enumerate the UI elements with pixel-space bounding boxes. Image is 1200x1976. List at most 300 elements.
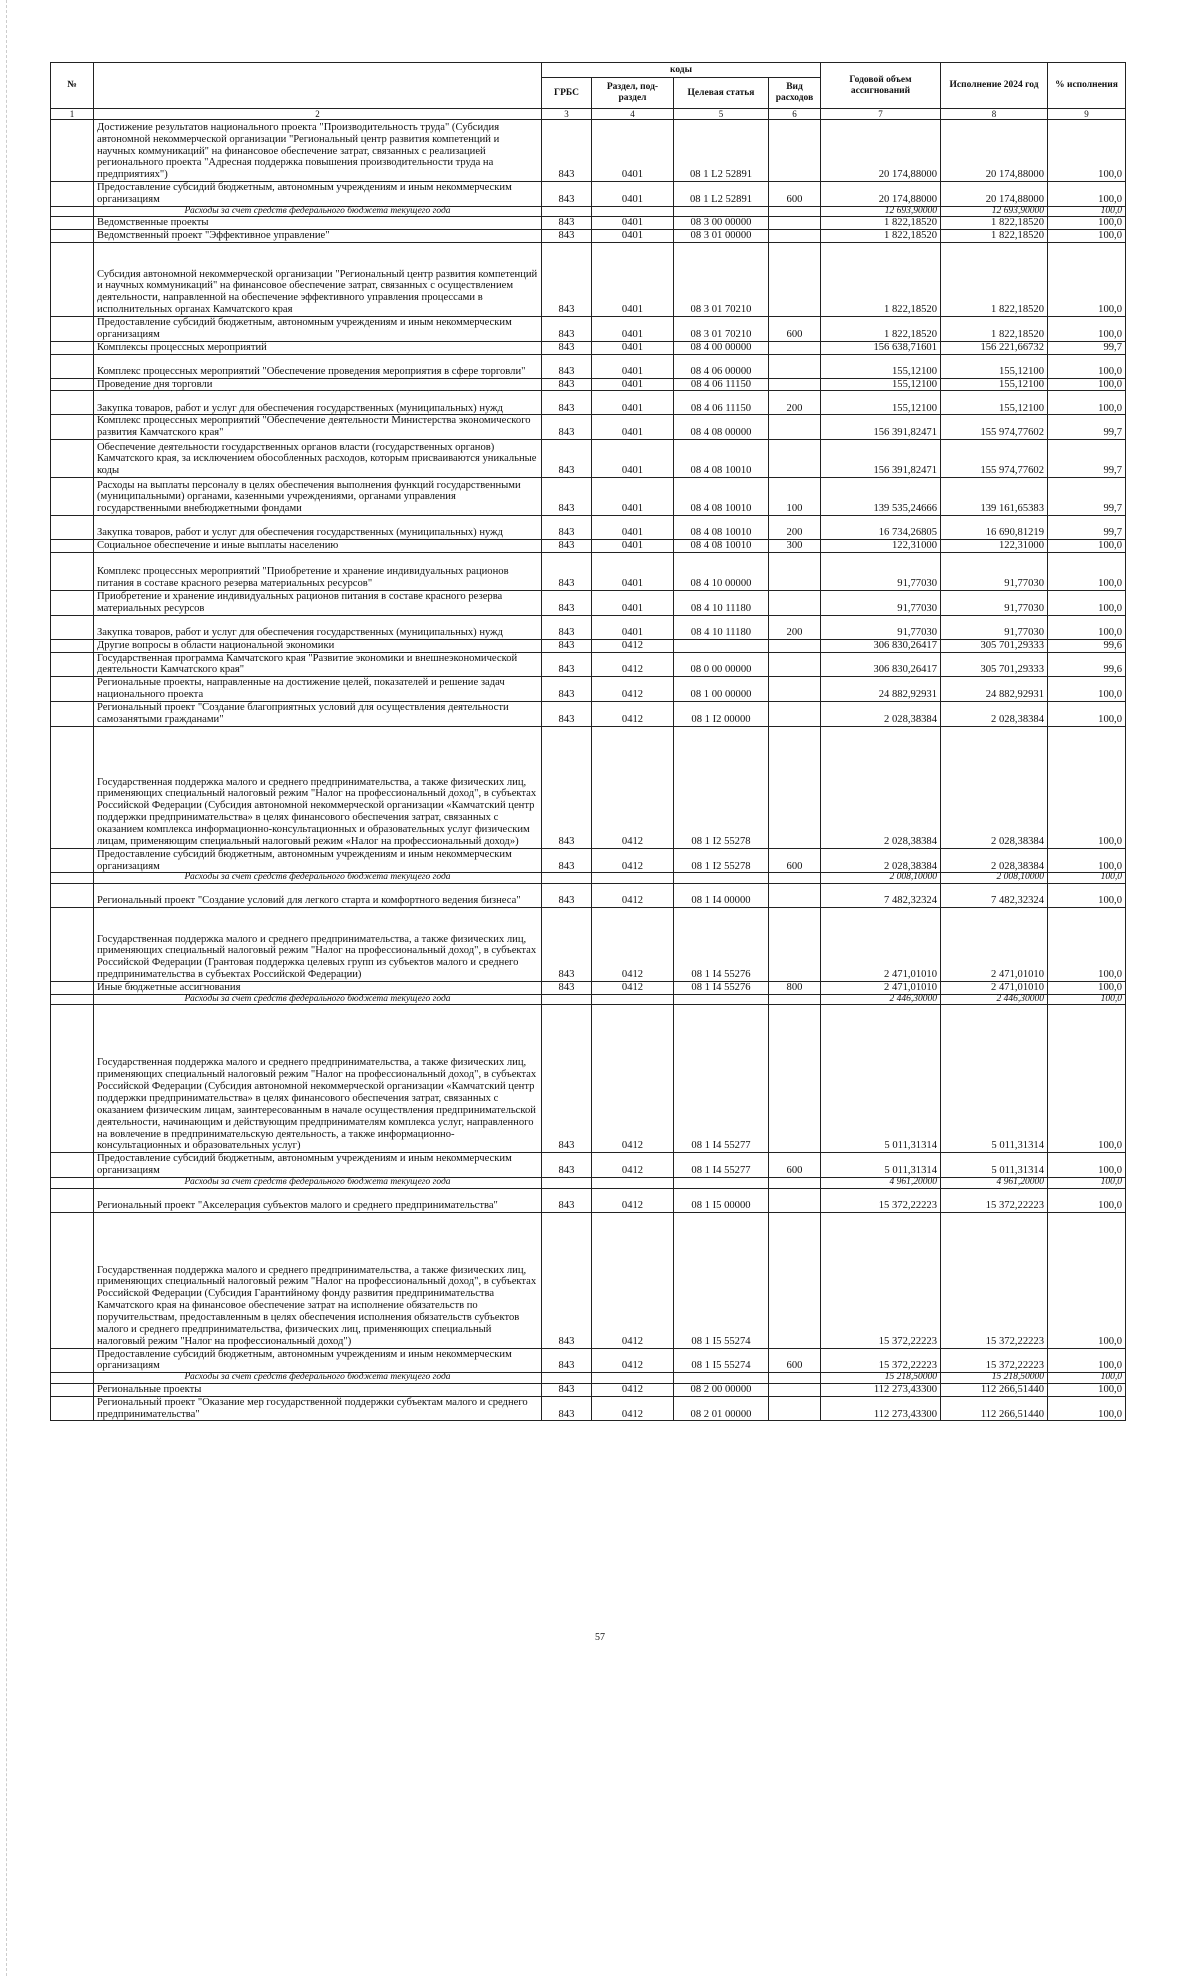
cell-name: Государственная программа Камчатского края "Развитие экономики и внешнеэкономической деятельности Камчатского края" xyxy=(94,652,542,677)
cell-vr xyxy=(769,415,821,440)
cell-grbs: 843 xyxy=(542,702,592,727)
cell-name: Предоставление субсидий бюджетным, автономным учреждениям и иным некоммерческим организациям xyxy=(94,317,542,342)
cell-pct: 99,7 xyxy=(1048,478,1126,516)
table-row xyxy=(51,230,1126,243)
cell-vr xyxy=(769,907,821,981)
cell-fact: 155,12100 xyxy=(941,378,1048,391)
cell-vr xyxy=(769,243,821,317)
cell-no xyxy=(51,907,94,981)
cell-fact: 15 372,22223 xyxy=(941,1348,1048,1373)
cell-pct: 100,0 xyxy=(1048,981,1126,994)
cell-pct: 100,0 xyxy=(1048,378,1126,391)
cell-pct: 100,0 xyxy=(1048,217,1126,230)
cell-name: Социальное обеспечение и иные выплаты населению xyxy=(94,540,542,553)
cell-plan: 156 391,82471 xyxy=(821,440,941,478)
cell-grbs: 843 xyxy=(542,378,592,391)
cell-vr: 600 xyxy=(769,848,821,873)
cell-pct: 100,0 xyxy=(1048,677,1126,702)
cell-name: Другие вопросы в области национальной экономики xyxy=(94,639,542,652)
cell-no xyxy=(51,1396,94,1421)
cell-grbs: 843 xyxy=(542,726,592,848)
cell-grbs: 843 xyxy=(542,478,592,516)
cell-pct: 100,0 xyxy=(1048,391,1126,415)
cell-grbs: 843 xyxy=(542,1348,592,1373)
cell-fact: 1 822,18520 xyxy=(941,317,1048,342)
federal-subtotal-row xyxy=(51,206,1126,217)
cell-pct: 100,0 xyxy=(1048,540,1126,553)
cell-name: Государственная поддержка малого и среднего предпринимательства, а также физических лиц, применяющих специальный налоговый режим "Налог на профессиональный доход", в субъектах Российской Федерации (Субсидия автономной некоммерческой организации «Камчатский центр поддержки предпринимательства» в целях финансового обеспечения затрат, связанных с оказанием комплекса информационно-консультационных и образовательных услуг физическим лицам, применяющим специальный налоговый режим «Налог на профессиональный доход») xyxy=(94,726,542,848)
cell-vr xyxy=(769,702,821,727)
cell-no xyxy=(51,317,94,342)
cell-pct: 100,0 xyxy=(1048,883,1126,907)
table-row xyxy=(51,652,1126,677)
cell-csr: 08 1 L2 52891 xyxy=(674,120,769,182)
cell-pct: 99,7 xyxy=(1048,341,1126,354)
cell-plan: 20 174,88000 xyxy=(821,182,941,207)
cell-csr: 08 4 08 10010 xyxy=(674,516,769,540)
cell-vr xyxy=(769,677,821,702)
col-header-razdel: Раздел, под-раздел xyxy=(592,78,674,109)
cell-name: Расходы за счет средств федерального бюджета текущего года xyxy=(94,873,542,884)
cell-fact: 112 266,51440 xyxy=(941,1383,1048,1396)
cell-plan: 156 391,82471 xyxy=(821,415,941,440)
cell-fact: 91,77030 xyxy=(941,615,1048,639)
cell-vr: 600 xyxy=(769,182,821,207)
table-row xyxy=(51,354,1126,378)
budget-execution-table xyxy=(50,62,1126,1421)
cell-csr xyxy=(674,994,769,1005)
cell-pct: 99,6 xyxy=(1048,652,1126,677)
cell-vr xyxy=(769,873,821,884)
cell-razdel: 0412 xyxy=(592,1396,674,1421)
cell-plan: 2 008,10000 xyxy=(821,873,941,884)
cell-fact: 122,31000 xyxy=(941,540,1048,553)
cell-fact: 2 028,38384 xyxy=(941,848,1048,873)
cell-razdel: 0412 xyxy=(592,907,674,981)
cell-razdel: 0401 xyxy=(592,243,674,317)
cell-plan: 1 822,18520 xyxy=(821,217,941,230)
col-header-grbs: ГРБС xyxy=(542,78,592,109)
cell-pct: 100,0 xyxy=(1048,182,1126,207)
cell-grbs: 843 xyxy=(542,677,592,702)
cell-name: Предоставление субсидий бюджетным, автономным учреждениям и иным некоммерческим организациям xyxy=(94,1153,542,1178)
cell-no xyxy=(51,182,94,207)
cell-razdel: 0401 xyxy=(592,217,674,230)
cell-name: Субсидия автономной некоммерческой организации "Региональный центр развития компетенций и научных коммуникаций" на финансовое обеспечение затрат, связанных с осуществлением деятельности, направленной на обеспечение эффективного управления процессами в исполнительных органах Камчатского края xyxy=(94,243,542,317)
cell-no xyxy=(51,217,94,230)
cell-grbs: 843 xyxy=(542,883,592,907)
cell-razdel: 0412 xyxy=(592,1212,674,1348)
cell-fact: 2 028,38384 xyxy=(941,726,1048,848)
cell-vr: 600 xyxy=(769,1153,821,1178)
cell-no xyxy=(51,848,94,873)
table-row xyxy=(51,341,1126,354)
cell-csr: 08 0 00 00000 xyxy=(674,652,769,677)
cell-grbs: 843 xyxy=(542,981,592,994)
cell-razdel: 0412 xyxy=(592,1153,674,1178)
cell-pct: 100,0 xyxy=(1048,1373,1126,1384)
cell-name: Предоставление субсидий бюджетным, автономным учреждениям и иным некоммерческим организациям xyxy=(94,848,542,873)
cell-plan: 156 638,71601 xyxy=(821,341,941,354)
cell-pct: 99,7 xyxy=(1048,440,1126,478)
cell-plan: 5 011,31314 xyxy=(821,1005,941,1153)
cell-no xyxy=(51,1178,94,1189)
cell-vr xyxy=(769,994,821,1005)
cell-razdel: 0412 xyxy=(592,702,674,727)
cell-pct: 100,0 xyxy=(1048,1212,1126,1348)
cell-vr xyxy=(769,652,821,677)
cell-csr xyxy=(674,206,769,217)
cell-plan: 20 174,88000 xyxy=(821,120,941,182)
cell-no xyxy=(51,652,94,677)
cell-plan: 122,31000 xyxy=(821,540,941,553)
cell-vr xyxy=(769,553,821,591)
cell-csr: 08 4 06 11150 xyxy=(674,378,769,391)
cell-csr: 08 3 01 00000 xyxy=(674,230,769,243)
cell-razdel xyxy=(592,873,674,884)
cell-grbs: 843 xyxy=(542,639,592,652)
cell-vr: 200 xyxy=(769,615,821,639)
cell-fact: 1 822,18520 xyxy=(941,230,1048,243)
cell-razdel: 0401 xyxy=(592,440,674,478)
cell-razdel xyxy=(592,994,674,1005)
cell-razdel: 0401 xyxy=(592,553,674,591)
table-row xyxy=(51,677,1126,702)
federal-subtotal-row xyxy=(51,1373,1126,1384)
table-row xyxy=(51,1153,1126,1178)
col-number: 6 xyxy=(769,109,821,120)
cell-name: Закупка товаров, работ и услуг для обеспечения государственных (муниципальных) нужд xyxy=(94,516,542,540)
table-row xyxy=(51,591,1126,616)
col-header-vr: Вид расходов xyxy=(769,78,821,109)
col-number: 5 xyxy=(674,109,769,120)
table-row xyxy=(51,702,1126,727)
cell-no xyxy=(51,1212,94,1348)
cell-pct: 100,0 xyxy=(1048,1153,1126,1178)
cell-plan: 91,77030 xyxy=(821,615,941,639)
table-row xyxy=(51,726,1126,848)
federal-subtotal-row xyxy=(51,1178,1126,1189)
cell-razdel xyxy=(592,1178,674,1189)
cell-no xyxy=(51,516,94,540)
cell-no xyxy=(51,883,94,907)
cell-razdel: 0401 xyxy=(592,540,674,553)
cell-fact: 24 882,92931 xyxy=(941,677,1048,702)
cell-csr: 08 4 08 10010 xyxy=(674,440,769,478)
report-page xyxy=(50,62,1125,1421)
col-header-plan: Годовой объем ассигнований xyxy=(821,63,941,109)
table-row xyxy=(51,120,1126,182)
cell-name: Комплекс процессных мероприятий "Обеспечение деятельности Министерства экономического развития Камчатского края" xyxy=(94,415,542,440)
table-row xyxy=(51,553,1126,591)
cell-razdel: 0401 xyxy=(592,591,674,616)
cell-razdel: 0401 xyxy=(592,516,674,540)
federal-subtotal-row xyxy=(51,873,1126,884)
cell-vr xyxy=(769,1212,821,1348)
cell-fact: 4 961,20000 xyxy=(941,1178,1048,1189)
table-row xyxy=(51,907,1126,981)
cell-no xyxy=(51,354,94,378)
cell-pct: 100,0 xyxy=(1048,702,1126,727)
cell-no xyxy=(51,981,94,994)
cell-csr: 08 1 I4 00000 xyxy=(674,883,769,907)
cell-fact: 1 822,18520 xyxy=(941,243,1048,317)
cell-name: Расходы за счет средств федерального бюджета текущего года xyxy=(94,1178,542,1189)
cell-razdel: 0401 xyxy=(592,391,674,415)
cell-razdel: 0412 xyxy=(592,981,674,994)
cell-name: Ведомственный проект "Эффективное управление" xyxy=(94,230,542,243)
cell-plan: 12 693,90000 xyxy=(821,206,941,217)
cell-name: Государственная поддержка малого и среднего предпринимательства, а также физических лиц, применяющих специальный налоговый режим "Налог на профессиональный доход", в субъектах Российской Федерации (Субсидия Гарантийному фонду развития предпринимательства Камчатского края на финансовое обеспечение затрат на исполнение обязательств по поручительствам, предоставленным в целях обеспечения исполнения обязательств субъектов малого и среднего предпринимательства, физических лиц, применяющих специальный налоговый режим "Налог на профессиональный доход") xyxy=(94,1212,542,1348)
cell-fact: 15 372,22223 xyxy=(941,1188,1048,1212)
cell-csr: 08 4 10 11180 xyxy=(674,615,769,639)
cell-fact: 2 008,10000 xyxy=(941,873,1048,884)
cell-no xyxy=(51,440,94,478)
cell-fact: 139 161,65383 xyxy=(941,478,1048,516)
cell-no xyxy=(51,1153,94,1178)
cell-plan: 15 372,22223 xyxy=(821,1188,941,1212)
cell-fact: 155 974,77602 xyxy=(941,415,1048,440)
cell-plan: 4 961,20000 xyxy=(821,1178,941,1189)
cell-csr: 08 1 I4 55277 xyxy=(674,1153,769,1178)
cell-csr xyxy=(674,1373,769,1384)
cell-pct: 100,0 xyxy=(1048,553,1126,591)
col-number: 9 xyxy=(1048,109,1126,120)
cell-csr: 08 4 00 00000 xyxy=(674,341,769,354)
cell-razdel: 0412 xyxy=(592,1383,674,1396)
cell-razdel: 0401 xyxy=(592,378,674,391)
cell-name: Региональный проект "Создание условий для легкого старта и комфортного ведения бизнеса" xyxy=(94,883,542,907)
col-header-csr: Целевая статья xyxy=(674,78,769,109)
cell-plan: 155,12100 xyxy=(821,378,941,391)
cell-plan: 5 011,31314 xyxy=(821,1153,941,1178)
cell-pct: 100,0 xyxy=(1048,1188,1126,1212)
cell-vr xyxy=(769,1396,821,1421)
cell-grbs: 843 xyxy=(542,182,592,207)
table-row xyxy=(51,415,1126,440)
table-row xyxy=(51,1188,1126,1212)
cell-vr xyxy=(769,354,821,378)
table-row xyxy=(51,883,1126,907)
cell-name: Расходы за счет средств федерального бюджета текущего года xyxy=(94,206,542,217)
cell-pct: 100,0 xyxy=(1048,1005,1126,1153)
cell-no xyxy=(51,1005,94,1153)
table-row xyxy=(51,317,1126,342)
cell-grbs: 843 xyxy=(542,516,592,540)
cell-no xyxy=(51,702,94,727)
cell-grbs: 843 xyxy=(542,1396,592,1421)
cell-vr: 600 xyxy=(769,317,821,342)
table-row xyxy=(51,391,1126,415)
table-row xyxy=(51,182,1126,207)
cell-name: Региональные проекты xyxy=(94,1383,542,1396)
cell-vr xyxy=(769,206,821,217)
cell-plan: 2 446,30000 xyxy=(821,994,941,1005)
cell-csr: 08 4 10 00000 xyxy=(674,553,769,591)
cell-fact: 15 372,22223 xyxy=(941,1212,1048,1348)
table-row xyxy=(51,516,1126,540)
cell-plan: 15 218,50000 xyxy=(821,1373,941,1384)
cell-plan: 2 028,38384 xyxy=(821,848,941,873)
cell-plan: 1 822,18520 xyxy=(821,317,941,342)
cell-fact: 155,12100 xyxy=(941,391,1048,415)
cell-no xyxy=(51,415,94,440)
cell-plan: 1 822,18520 xyxy=(821,243,941,317)
cell-pct: 99,6 xyxy=(1048,639,1126,652)
cell-name: Проведение дня торговли xyxy=(94,378,542,391)
cell-vr xyxy=(769,120,821,182)
cell-csr xyxy=(674,1178,769,1189)
cell-razdel: 0401 xyxy=(592,120,674,182)
cell-plan: 24 882,92931 xyxy=(821,677,941,702)
cell-razdel: 0401 xyxy=(592,615,674,639)
cell-name: Государственная поддержка малого и среднего предпринимательства, а также физических лиц, применяющих специальный налоговый режим "Налог на профессиональный доход", в субъектах Российской Федерации (Грантовая поддержка целевых групп из субъектов малого и среднего предпринимательства в субъектах Российской Федерации) xyxy=(94,907,542,981)
cell-plan: 2 471,01010 xyxy=(821,907,941,981)
cell-no xyxy=(51,1348,94,1373)
cell-fact: 20 174,88000 xyxy=(941,182,1048,207)
cell-csr: 08 4 06 00000 xyxy=(674,354,769,378)
cell-vr xyxy=(769,1178,821,1189)
cell-no xyxy=(51,391,94,415)
col-number: 4 xyxy=(592,109,674,120)
cell-fact: 2 471,01010 xyxy=(941,981,1048,994)
cell-pct: 100,0 xyxy=(1048,615,1126,639)
table-row xyxy=(51,540,1126,553)
cell-name: Региональный проект "Создание благоприятных условий для осуществления деятельности самозанятыми гражданами" xyxy=(94,702,542,727)
cell-plan: 139 535,24666 xyxy=(821,478,941,516)
cell-no xyxy=(51,206,94,217)
table-row xyxy=(51,1396,1126,1421)
cell-csr xyxy=(674,639,769,652)
table-row xyxy=(51,378,1126,391)
cell-grbs: 843 xyxy=(542,848,592,873)
table-row xyxy=(51,440,1126,478)
cell-no xyxy=(51,553,94,591)
col-header-pct: % исполнения xyxy=(1048,63,1126,109)
cell-vr xyxy=(769,217,821,230)
cell-razdel xyxy=(592,1373,674,1384)
cell-razdel: 0401 xyxy=(592,341,674,354)
cell-no xyxy=(51,994,94,1005)
cell-grbs: 843 xyxy=(542,317,592,342)
cell-no xyxy=(51,540,94,553)
cell-pct: 100,0 xyxy=(1048,230,1126,243)
cell-plan: 7 482,32324 xyxy=(821,883,941,907)
cell-plan: 155,12100 xyxy=(821,391,941,415)
cell-vr xyxy=(769,1383,821,1396)
cell-grbs: 843 xyxy=(542,591,592,616)
cell-vr: 600 xyxy=(769,1348,821,1373)
cell-fact: 91,77030 xyxy=(941,553,1048,591)
cell-plan: 155,12100 xyxy=(821,354,941,378)
cell-name: Расходы за счет средств федерального бюджета текущего года xyxy=(94,994,542,1005)
cell-fact: 2 028,38384 xyxy=(941,702,1048,727)
cell-grbs xyxy=(542,1373,592,1384)
cell-plan: 16 734,26805 xyxy=(821,516,941,540)
cell-plan: 2 028,38384 xyxy=(821,702,941,727)
cell-csr: 08 4 06 11150 xyxy=(674,391,769,415)
cell-vr xyxy=(769,341,821,354)
cell-name: Обеспечение деятельности государственных органов власти (государственных органов) Камчатского края, за исключением обособленных расходов, которым присваиваются уникальные коды xyxy=(94,440,542,478)
table-row xyxy=(51,478,1126,516)
cell-csr: 08 1 I5 55274 xyxy=(674,1348,769,1373)
cell-no xyxy=(51,120,94,182)
cell-csr: 08 3 00 00000 xyxy=(674,217,769,230)
cell-grbs: 843 xyxy=(542,553,592,591)
cell-pct: 100,0 xyxy=(1048,1348,1126,1373)
cell-fact: 305 701,29333 xyxy=(941,652,1048,677)
cell-pct: 100,0 xyxy=(1048,206,1126,217)
cell-grbs: 843 xyxy=(542,615,592,639)
cell-fact: 15 218,50000 xyxy=(941,1373,1048,1384)
cell-grbs: 843 xyxy=(542,391,592,415)
cell-grbs: 843 xyxy=(542,1153,592,1178)
cell-vr xyxy=(769,1005,821,1153)
cell-csr: 08 1 I4 55276 xyxy=(674,907,769,981)
cell-csr: 08 4 10 11180 xyxy=(674,591,769,616)
table-row xyxy=(51,1005,1126,1153)
cell-csr: 08 1 I2 55278 xyxy=(674,848,769,873)
cell-csr: 08 1 I5 00000 xyxy=(674,1188,769,1212)
cell-plan: 15 372,22223 xyxy=(821,1348,941,1373)
cell-csr: 08 2 01 00000 xyxy=(674,1396,769,1421)
cell-name: Приобретение и хранение индивидуальных рационов питания в составе красного резерва материальных ресурсов xyxy=(94,591,542,616)
table-row xyxy=(51,639,1126,652)
cell-csr: 08 1 I2 00000 xyxy=(674,702,769,727)
cell-razdel: 0401 xyxy=(592,230,674,243)
cell-razdel: 0401 xyxy=(592,317,674,342)
cell-pct: 100,0 xyxy=(1048,1383,1126,1396)
scan-margin-line xyxy=(6,0,7,1976)
cell-name: Закупка товаров, работ и услуг для обеспечения государственных (муниципальных) нужд xyxy=(94,391,542,415)
table-row xyxy=(51,1383,1126,1396)
cell-csr: 08 4 08 10010 xyxy=(674,478,769,516)
cell-grbs: 843 xyxy=(542,440,592,478)
col-header-fact: Исполнение 2024 год xyxy=(941,63,1048,109)
table-row xyxy=(51,217,1126,230)
cell-pct: 100,0 xyxy=(1048,120,1126,182)
cell-fact: 5 011,31314 xyxy=(941,1005,1048,1153)
cell-plan: 2 471,01010 xyxy=(821,981,941,994)
col-header-name xyxy=(94,63,542,109)
cell-razdel: 0412 xyxy=(592,639,674,652)
cell-no xyxy=(51,243,94,317)
cell-pct: 100,0 xyxy=(1048,907,1126,981)
cell-grbs: 843 xyxy=(542,120,592,182)
cell-no xyxy=(51,677,94,702)
cell-razdel: 0412 xyxy=(592,848,674,873)
cell-razdel: 0412 xyxy=(592,1348,674,1373)
cell-pct: 100,0 xyxy=(1048,1178,1126,1189)
col-header-no: № xyxy=(51,63,94,109)
cell-pct: 99,7 xyxy=(1048,516,1126,540)
cell-fact: 12 693,90000 xyxy=(941,206,1048,217)
cell-fact: 20 174,88000 xyxy=(941,120,1048,182)
cell-razdel: 0401 xyxy=(592,354,674,378)
cell-csr: 08 1 I4 55276 xyxy=(674,981,769,994)
cell-plan: 112 273,43300 xyxy=(821,1396,941,1421)
cell-fact: 5 011,31314 xyxy=(941,1153,1048,1178)
cell-name: Закупка товаров, работ и услуг для обеспечения государственных (муниципальных) нужд xyxy=(94,615,542,639)
cell-no xyxy=(51,726,94,848)
cell-grbs: 843 xyxy=(542,415,592,440)
cell-grbs: 843 xyxy=(542,1383,592,1396)
cell-vr xyxy=(769,230,821,243)
cell-no xyxy=(51,615,94,639)
cell-grbs: 843 xyxy=(542,1212,592,1348)
cell-grbs: 843 xyxy=(542,540,592,553)
cell-csr: 08 4 08 00000 xyxy=(674,415,769,440)
